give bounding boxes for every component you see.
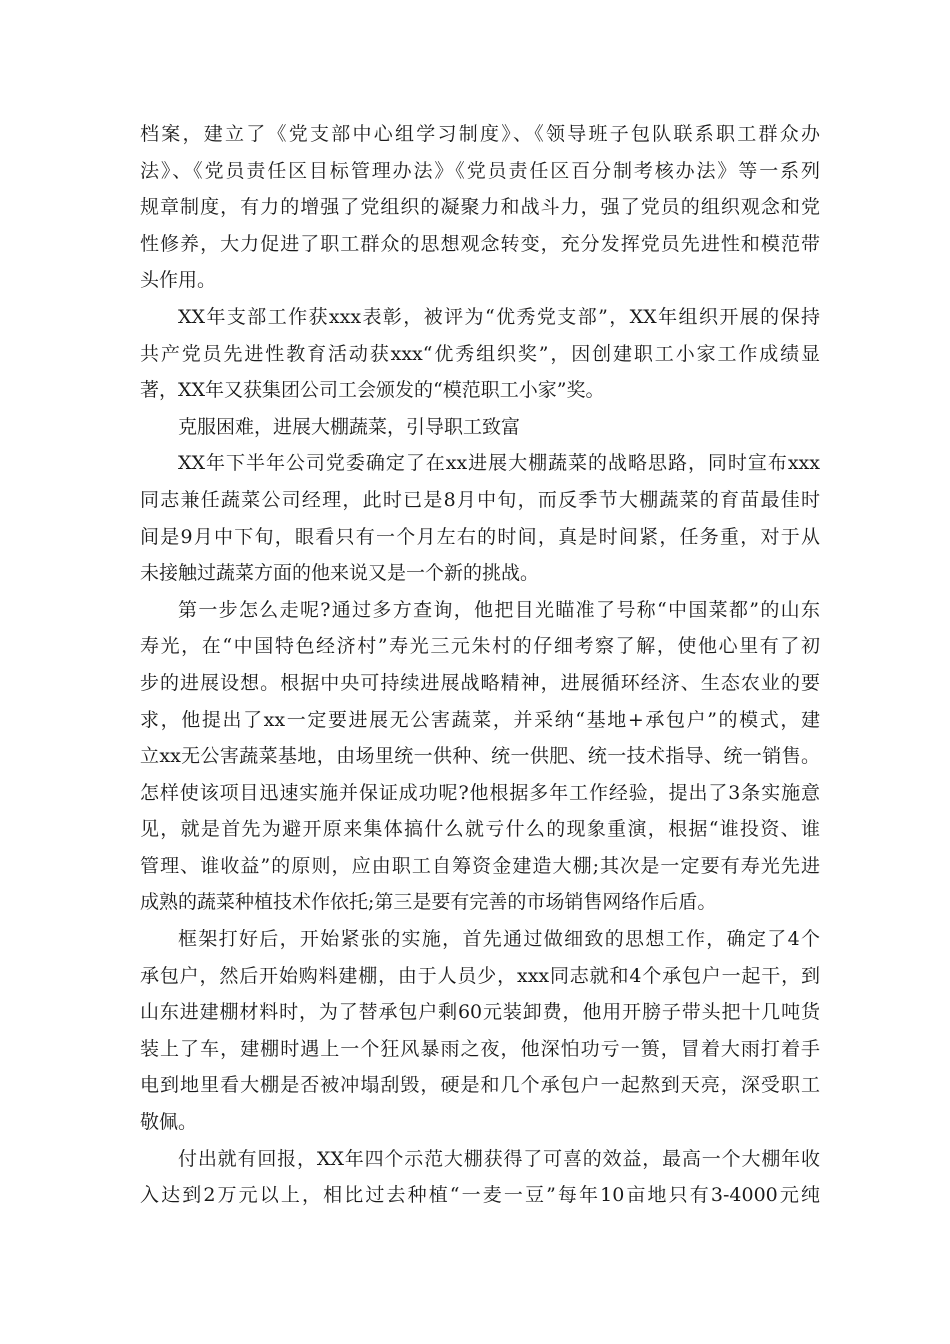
text-line: 间是9月中下旬，眼看只有一个月左右的时间，真是时间紧，任务重，对于从 bbox=[140, 525, 820, 548]
text-line: 见，就是首先为避开原来集体搞什么就亏什么的现象重演，根据“谁投资、谁 bbox=[140, 818, 820, 841]
text-line: 怎样使该项目迅速实施并保证成功呢?他根据多年工作经验，提出了3条实施意 bbox=[140, 781, 820, 804]
document-body bbox=[140, 116, 820, 1214]
text-line: 著，XX年又获集团公司工会颁发的“模范职工小家”奖。 bbox=[140, 379, 605, 402]
text-line: 步的进展设想。根据中央可持续进展战略精神，进展循环经济、生态农业的要 bbox=[140, 671, 820, 694]
text-line: 寿光，在“中国特色经济村”寿光三元朱村的仔细考察了解，使他心里有了初 bbox=[140, 635, 820, 658]
text-line: 敬佩。 bbox=[140, 1111, 198, 1134]
text-line: 未接触过蔬菜方面的他来说又是一个新的挑战。 bbox=[140, 562, 540, 585]
paragraph-first-line: 框架打好后，开始紧张的实施，首先通过做细致的思想工作，确定了4个 bbox=[178, 928, 820, 951]
text-line: 求，他提出了xx一定要进展无公害蔬菜，并采纳“基地+承包户”的模式，建 bbox=[140, 708, 820, 731]
paragraph-first-line: XX年支部工作获xxx表彰，被评为“优秀党支部”，XX年组织开展的保持 bbox=[178, 305, 820, 328]
text-line: 入达到2万元以上，相比过去种植“一麦一豆”每年10亩地只有3-4000元纯 bbox=[140, 1184, 820, 1207]
text-line: 性修养，大力促进了职工群众的思想观念转变，充分发挥党员先进性和模范带 bbox=[140, 232, 820, 255]
text-line: 法》、《党员责任区目标管理办法》《党员责任区百分制考核办法》等一系列 bbox=[140, 159, 820, 182]
text-line: 规章制度，有力的增强了党组织的凝聚力和战斗力，强了党员的组织观念和党 bbox=[140, 196, 820, 219]
paragraph-first-line: XX年下半年公司党委确定了在xx进展大棚蔬菜的战略思路，同时宣布xxx bbox=[178, 452, 820, 475]
text-line: 头作用。 bbox=[140, 269, 217, 292]
text-line: 山东进建棚材料时，为了替承包户剩60元装卸费，他用开膀子带头把十几吨货 bbox=[140, 1001, 820, 1024]
text-line: 管理、谁收益”的原则，应由职工自筹资金建造大棚;其次是一定要有寿光先进 bbox=[140, 854, 820, 877]
text-line: 装上了车，建棚时遇上一个狂风暴雨之夜，他深怕功亏一篑，冒着大雨打着手 bbox=[140, 1037, 820, 1060]
text-line: 承包户，然后开始购料建棚，由于人员少，xxx同志就和4个承包户一起干，到 bbox=[140, 964, 820, 987]
text-line: 立xx无公害蔬菜基地，由场里统一供种、统一供肥、统一技术指导、统一销售。 bbox=[140, 745, 820, 768]
section-heading: 克服困难，进展大棚蔬菜，引导职工致富 bbox=[178, 415, 521, 438]
paragraph-first-line: 第一步怎么走呢?通过多方查询，他把目光瞄准了号称“中国菜都”的山东 bbox=[178, 598, 820, 621]
text-line: 电到地里看大棚是否被冲塌刮毁，硬是和几个承包户一起熬到天亮，深受职工 bbox=[140, 1074, 820, 1097]
text-line: 档案，建立了《党支部中心组学习制度》、《领导班子包队联系职工群众办 bbox=[140, 123, 820, 145]
text-line: 同志兼任蔬菜公司经理，此时已是8月中旬，而反季节大棚蔬菜的育苗最佳时 bbox=[140, 488, 820, 511]
paragraph-first-line: 付出就有回报，XX年四个示范大棚获得了可喜的效益，最高一个大棚年收 bbox=[178, 1147, 820, 1170]
text-line: 成熟的蔬菜种植技术作依托;第三是要有完善的市场销售网络作后盾。 bbox=[140, 891, 717, 914]
text-line: 共产党员先进性教育活动获xxx“优秀组织奖”，因创建职工小家工作成绩显 bbox=[140, 342, 820, 365]
